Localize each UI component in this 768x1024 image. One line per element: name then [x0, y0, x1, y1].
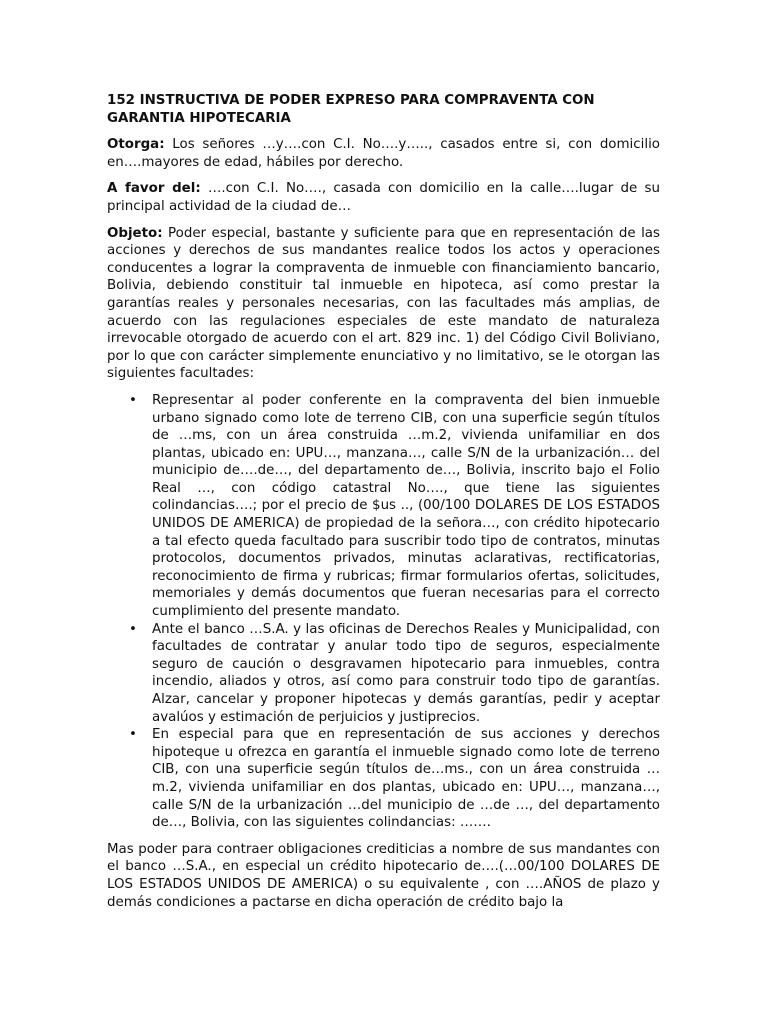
list-item-text: Representar al poder conferente en la compraventa del bien inmueble urbano signado como lote de terreno CIB, con una superficie según títulos de …ms, con un área construida …m.2, vivienda unifamiliar en dos plantas, ubicado en: UPU…, manzana…, calle S/N de la urbanización… del municipio de….de…, del departamento de…, Bolivia, inscrito bajo el Folio Real …, con código catastral No…., que tiene las siguientes colindancias….; por el precio de $us .., (00/100 DOLARES DE LOS ESTADOS UNIDOS DE AMERICA) de propiedad de la señora…, con crédito hipotecario a tal efecto queda facultado para suscribir todo tipo de contratos, minutas protocolos, documentos privados, minutas aclarativas, rectificatorias, reconocimiento de firma y rubricas; firmar formularios ofertas, solicitudes, memoriales y demás documentos que fueran necesarias para el correcto cumplimiento del presente mandato.: [152, 392, 660, 620]
list-item-text: En especial para que en representación de sus acciones y derechos hipoteque u ofrezca en garantía el inmueble signado como lote de terreno CIB, con una superficie según títulos de…ms., con un área construida …m.2, vivienda unifamiliar en dos plantas, ubicado en: UPU…, manzana…, calle S/N de la urbanización …del municipio de …de …, del departamento de…, Bolivia, con las siguientes colindancias: …….: [152, 727, 660, 831]
bullet-icon: •: [129, 392, 137, 408]
otorga-label: Otorga:: [107, 137, 165, 153]
otorga-text: Los señores …y….con C.I. No….y….., casados entre si, con domicilio en….mayores de edad, hábiles por derecho.: [107, 137, 660, 170]
facultades-list: [107, 392, 660, 832]
otorga-paragraph: [107, 136, 660, 171]
list-item: [107, 621, 660, 727]
document-page: [107, 92, 660, 920]
objeto-label: Objeto:: [107, 225, 163, 241]
bullet-icon: •: [129, 621, 137, 637]
objeto-text: Poder especial, bastante y suficiente para que en representación de las acciones y derechos de sus mandantes realice todos los actos y operaciones conducentes a lograr la compraventa de inmueble con financiamiento bancario, Bolivia, debiendo constituir tal inmueble en hipoteca, así como prestar la garantías reales y personales necesarias, con las facultades más amplias, de acuerdo con las regulaciones especiales de este mandato de naturaleza irrevocable otorgado de acuerdo con el art. 829 inc. 1) del Código Civil Boliviano, por lo que con carácter simplemente enunciativo y no limitativo, se le otorgan las siguientes facultades:: [107, 225, 660, 382]
document-title: 152 INSTRUCTIVA DE PODER EXPRESO PARA COMPRAVENTA CON GARANTIA HIPOTECARIA: [107, 93, 595, 126]
bullet-icon: •: [129, 727, 137, 743]
closing-paragraph: Mas poder para contraer obligaciones crediticias a nombre de sus mandantes con el banco …S.A., en especial un crédito hipotecario de….(…00/100 DOLARES DE LOS ESTADOS UNIDOS DE AMERICA) o su equivalente , con ….AÑOS de plazo y demás condiciones a pactarse en dicha operación de crédito bajo la: [107, 841, 660, 910]
a-favor-text: ….con C.I. No…., casada con domicilio en la calle….lugar de su principal actividad de la ciudad de…: [107, 181, 660, 214]
list-item-text: Ante el banco …S.A. y las oficinas de Derechos Reales y Municipalidad, con facultades de contratar y anular todo tipo de seguros, especialmente seguro de caución o desgravamen hipotecario para inmuebles, contra incendio, aliados y otros, así como para construir todo tipo de garantías. Alzar, cancelar y proponer hipotecas y demás garantías, pedir y aceptar avalúos y estimación de perjuicios y justiprecios.: [152, 621, 660, 725]
objeto-paragraph: [107, 225, 660, 383]
list-item: [107, 726, 660, 832]
a-favor-paragraph: [107, 180, 660, 215]
list-item: [107, 392, 660, 621]
a-favor-label: A favor del:: [107, 181, 201, 197]
